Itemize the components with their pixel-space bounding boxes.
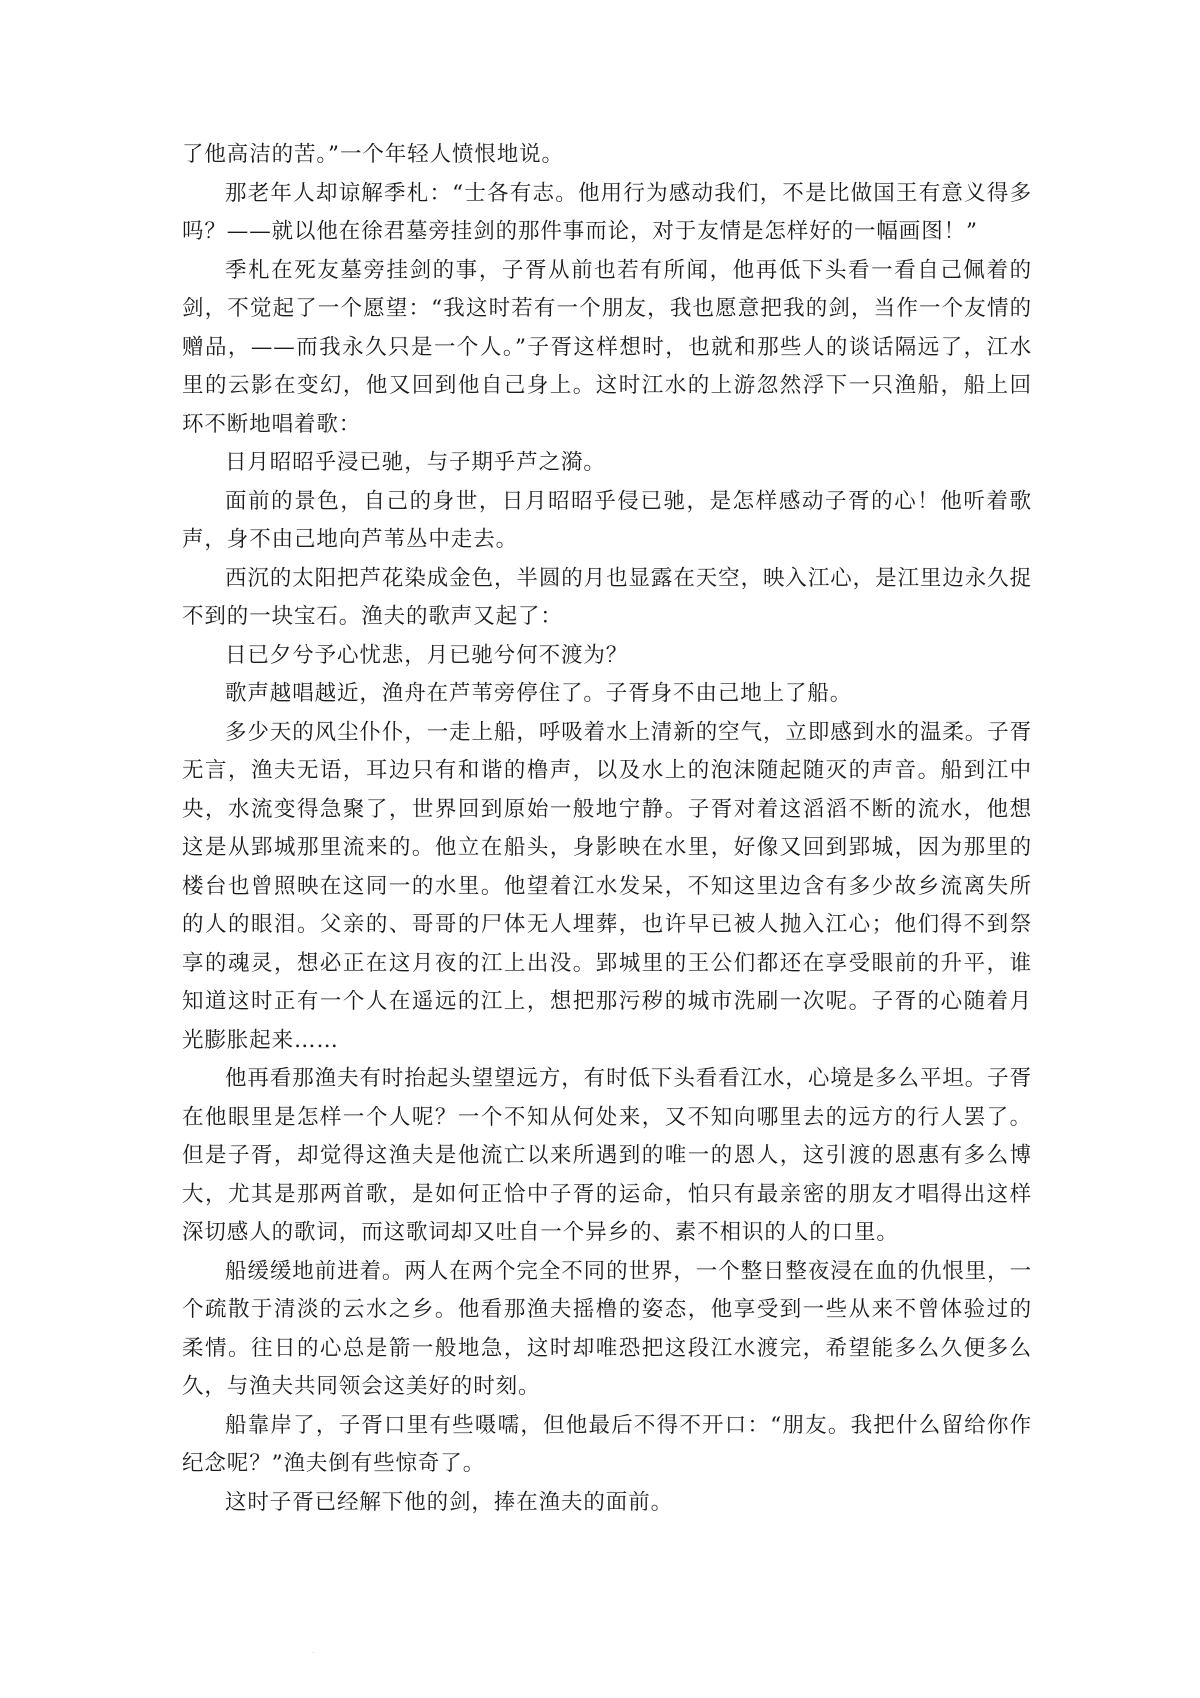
paragraph-11: 这时子胥已经解下他的剑，捧在渔夫的面前。	[225, 1489, 674, 1515]
footer-dot: ·	[312, 1650, 314, 1657]
paragraph-6: 歌声越唱越近，渔舟在芦苇旁停住了。子胥身不由己地上了船。	[225, 681, 853, 706]
paragraph-3: 季札在死友墓旁挂剑的事，子胥从前也若有所闻，他再低下头看一看自己佩着的剑，不觉起了一个愿望：“我这时若有一个朋友，我也愿意把我的剑，当作一个友情的赠品，——而我永久只是一个人。”子胥这样想时，也就和那些人的谈话隔远了，江水里的云影在变幻，他又回到他自己身上。这时江水的上游忽然浮下一只渔船，船上回环不断地唱着歌：	[182, 257, 1032, 437]
paragraph-8: 他再看那渔夫有时抬起头望望远方，有时低下头看看江水，心境是多么平坦。子胥在他眼里是怎样一个人呢？一个不知从何处来，又不知向哪里去的远方的行人罢了。但是子胥，却觉得这渔夫是他流亡以来所遇到的唯一的恩人，这引渡的恩惠有多么博大，尤其是那两首歌，是如何正恰中子胥的运命，怕只有最亲密的朋友才唱得出这样深切感人的歌词，而这歌词却又吐自一个异乡的、素不相识的人的口里。	[182, 1066, 1032, 1245]
paragraph-4: 面前的景色，自己的身世，日月昭昭乎侵已驰，是怎样感动子胥的心！他听着歌声，身不由己地向芦苇丛中走去。	[182, 488, 1032, 552]
paragraph-9: 船缓缓地前进着。两人在两个完全不同的世界，一个整日整夜浸在血的仇恨里，一个疏散于清淡的云水之乡。他看那渔夫摇橹的姿态，他享受到一些从来不曾体验过的柔情。往日的心总是箭一般地急，这时却唯恐把这段江水渡完，希望能多么久便多么久，与渔夫共同领会这美好的时刻。	[182, 1258, 1032, 1399]
paragraph-5: 西沉的太阳把芦花染成金色，半圆的月也显露在天空，映入江心，是江里边永久捉不到的一块宝石。渔夫的歌声又起了：	[182, 565, 1032, 629]
song-verse-1: 日月昭昭乎浸已驰，与子期乎芦之漪。	[225, 450, 606, 475]
paragraph-10: 船靠岸了，子胥口里有些嗫嚅，但他最后不得不开口：“朋友。我把什么留给你作纪念呢？”渔夫倒有些惊奇了。	[182, 1412, 1032, 1476]
song-verse-2: 日已夕兮予心忧悲，月已驰兮何不渡为？	[225, 642, 629, 668]
paragraph-1: 了他高洁的苦。”一个年轻人愤恨地说。	[182, 142, 564, 167]
paragraph-2: 那老年人却谅解季札：“士各有志。他用行为感动我们，不是比做国王有意义得多吗？——就以他在徐君墓旁挂剑的那件事而论，对于友情是怎样好的一幅画图！”	[182, 180, 1032, 244]
paragraph-7: 多少天的风尘仆仆，一走上船，呼吸着水上清新的空气，立即感到水的温柔。子胥无言，渔夫无语，耳边只有和谐的橹声，以及水上的泡沫随起随灭的声音。船到江中央，水流变得急聚了，世界回到原始一般地宁静。子胥对着这滔滔不断的流水，他想这是从郢城那里流来的。他立在船头，身影映在水里，好像又回到郢城，因为那里的楼台也曾照映在这同一的水里。他望着江水发呆，不知这里边含有多少故乡流离失所的人的眼泪。父亲的、哥哥的尸体无人埋葬，也许早已被人抛入江心；他们得不到祭享的魂灵，想必正在这月夜的江上出没。郢城里的王公们都还在享受眼前的升平，谁知道这时正有一个人在遥远的江上，想把那污秽的城市洗刷一次呢。子胥的心随着月光膨胀起来……	[182, 719, 1032, 1053]
body-text	[182, 136, 1032, 1522]
